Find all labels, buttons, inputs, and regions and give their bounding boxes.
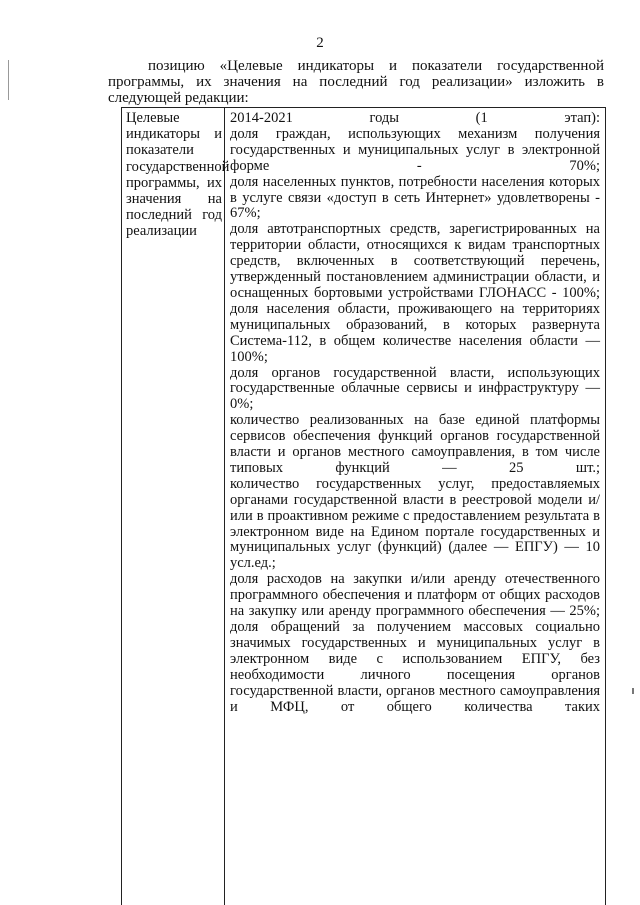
indicator-item: доля обращений за получением массовых социально значимых государственных и муниципальных услуг в электронном виде с использованием ЕПГУ, без необходимости личного посещения органов государственной власти, органов местного самоуправления и МФЦ, от общего количества таких <box>230 619 600 715</box>
indicator-item: доля органов государственной власти, использующих государственные облачные сервисы и инфраструктуру — 0%; <box>230 364 600 413</box>
indicator-item: доля населенных пунктов, потребности населения которых в услуге связи «доступ в сеть Интернет» удовлетворены - 67%; <box>230 173 600 222</box>
scan-margin-tick <box>632 688 634 694</box>
indicator-item: количество реализованных на базе единой платформы сервисов обеспечения функций органов государственной власти и органов местного самоуправления, в том числе типовых функций — 25 шт.; <box>230 412 600 476</box>
page-number: 2 <box>316 35 324 51</box>
intro-paragraph <box>108 58 604 106</box>
row-value-cell <box>230 111 600 715</box>
table-right-border <box>605 108 606 905</box>
indicator-item: количество государственных услуг, предоставляемых органами государственной власти в реестровой модели и/или в проактивном режиме с предоставлением результата в электронном виде на Едином портале государственных и муниципальных услуг (функций) (далее — ЕПГУ) — 10 усл.ед.; <box>230 475 600 572</box>
scan-margin-mark <box>8 60 9 100</box>
indicator-item: доля расходов на закупки и/или аренду отечественного программного обеспечения и платформ от общих расходов на закупку или аренду программного обеспечения — 25%; <box>230 571 600 620</box>
intro-text: позицию «Целевые индикаторы и показатели государственной программы, их значения на последний год реализации» изложить в следующей редакции: <box>108 58 604 106</box>
indicator-item: доля граждан, использующих механизм получения государственных и муниципальных услуг в электронной форме - 70%; <box>230 125 600 174</box>
indicator-item: доля населения области, проживающего на территориях муниципальных образований, в которых развернута Система-112, в общем количестве населения области — 100%; <box>230 300 600 365</box>
row-header-cell: Целевые индикаторы и показатели государственной программы, их значения на последний год реализации <box>126 110 230 240</box>
column-divider <box>224 108 225 905</box>
period-heading: 2014-2021 годы (1 этап): <box>230 110 600 126</box>
indicator-item: доля автотранспортных средств, зарегистрированных на территории области, относящихся к видам транспортных средств, включенных в соответствующий перечень, утвержденный постановлением администрации области, и оснащенных бортовыми устройствами ГЛОНАСС - 100%; <box>230 221 600 301</box>
indicators-table <box>121 107 606 905</box>
